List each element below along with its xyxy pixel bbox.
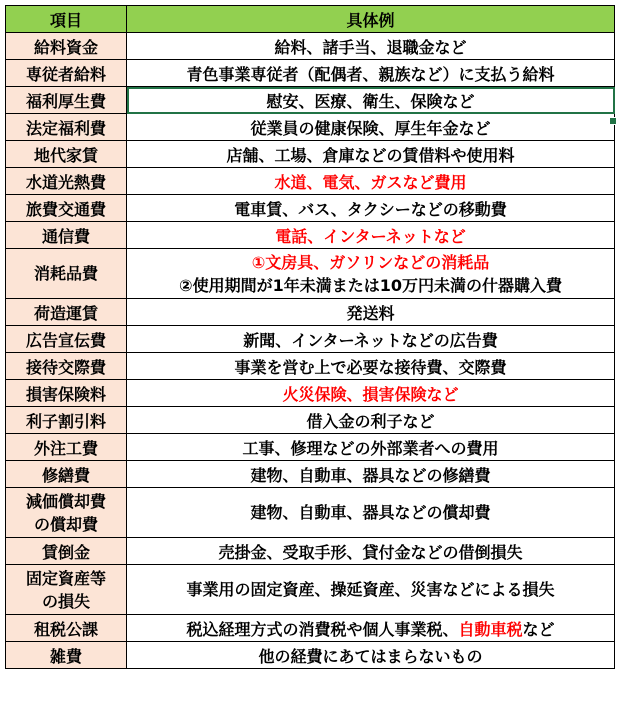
item-cell[interactable]: 荷造運賃 xyxy=(6,299,127,326)
detail-cell[interactable]: 新聞、インターネットなどの広告費 xyxy=(127,326,615,353)
item-cell[interactable]: 専従者給料 xyxy=(6,60,127,87)
table-row xyxy=(6,615,615,642)
table-row xyxy=(6,60,615,87)
item-line-2: の損失 xyxy=(41,591,90,611)
table-row xyxy=(6,353,615,380)
table-row xyxy=(6,380,615,407)
table-row xyxy=(6,407,615,434)
item-cell[interactable]: 給料資金 xyxy=(6,33,127,60)
detail-cell-highlight[interactable]: 水道、電気、ガスなど費用 xyxy=(127,168,615,195)
header-item[interactable]: 項目 xyxy=(6,6,127,33)
item-cell[interactable]: 利子割引料 xyxy=(6,407,127,434)
detail-line-1: ①文房具、ガソリンなどの消耗品 xyxy=(251,252,490,272)
item-cell[interactable]: 通信費 xyxy=(6,222,127,249)
detail-cell[interactable]: 借入金の利子など xyxy=(127,407,615,434)
detail-cell[interactable]: 工事、修理などの外部業者への費用 xyxy=(127,434,615,461)
item-cell[interactable]: 法定福利費 xyxy=(6,114,127,141)
detail-cell[interactable]: 従業員の健康保険、厚生年金など xyxy=(127,114,615,141)
table-row xyxy=(6,326,615,353)
item-cell[interactable]: 地代家賃 xyxy=(6,141,127,168)
detail-cell[interactable]: 建物、自動車、器具などの修繕費 xyxy=(127,461,615,488)
item-cell[interactable]: 損害保険料 xyxy=(6,380,127,407)
item-cell[interactable]: 修繕費 xyxy=(6,461,127,488)
table-row xyxy=(6,249,615,299)
detail-cell[interactable] xyxy=(127,249,615,299)
item-cell[interactable]: 外注工費 xyxy=(6,434,127,461)
detail-text: 税込経理方式の消費税や個人事業税、 xyxy=(186,619,459,639)
detail-cell[interactable]: 給料、諸手当、退職金など xyxy=(127,33,615,60)
table-row xyxy=(6,538,615,565)
table-row xyxy=(6,33,615,60)
table-row xyxy=(6,195,615,222)
item-cell[interactable]: 雑費 xyxy=(6,642,127,669)
detail-cell[interactable]: 建物、自動車、器具などの償却費 xyxy=(127,488,615,538)
table-row xyxy=(6,565,615,615)
detail-cell[interactable]: 他の経費にあてはまらないもの xyxy=(127,642,615,669)
detail-cell[interactable]: 売掛金、受取手形、貸付金などの借倒損失 xyxy=(127,538,615,565)
detail-cell-highlight[interactable]: 火災保険、損害保険など xyxy=(127,380,615,407)
item-cell[interactable]: 租税公課 xyxy=(6,615,127,642)
item-cell[interactable]: 福利厚生費 xyxy=(6,87,127,114)
detail-cell[interactable]: 電車賃、バス、タクシーなどの移動費 xyxy=(127,195,615,222)
table-row xyxy=(6,222,615,249)
table-row xyxy=(6,114,615,141)
item-cell[interactable]: 広告宣伝費 xyxy=(6,326,127,353)
table-row xyxy=(6,168,615,195)
table-row xyxy=(6,642,615,669)
detail-cell[interactable]: 事業を営む上で必要な接待費、交際費 xyxy=(127,353,615,380)
item-cell[interactable]: 旅費交通費 xyxy=(6,195,127,222)
item-cell[interactable]: 消耗品費 xyxy=(6,249,127,299)
detail-cell[interactable]: 発送料 xyxy=(127,299,615,326)
table-row xyxy=(6,461,615,488)
detail-text-highlight: 自動車税 xyxy=(458,619,523,639)
detail-cell[interactable] xyxy=(127,615,615,642)
item-line-1: 固定資産等 xyxy=(25,568,106,588)
detail-line-2: ②使用期間が1年未満または10万円未満の什器購入費 xyxy=(179,275,562,295)
detail-text: など xyxy=(522,619,555,639)
item-cell[interactable] xyxy=(6,565,127,615)
header-detail[interactable]: 具体例 xyxy=(127,6,615,33)
table-row xyxy=(6,488,615,538)
item-cell[interactable]: 水道光熱費 xyxy=(6,168,127,195)
detail-cell[interactable]: 青色事業専従者（配偶者、親族など）に支払う給料 xyxy=(127,60,615,87)
table-row-selected xyxy=(6,87,615,114)
item-cell[interactable]: 接待交際費 xyxy=(6,353,127,380)
item-cell[interactable] xyxy=(6,488,127,538)
header-row xyxy=(6,6,615,33)
item-line-1: 減価償却費 xyxy=(25,491,106,511)
item-cell[interactable]: 賃倒金 xyxy=(6,538,127,565)
table-row xyxy=(6,434,615,461)
fill-handle[interactable] xyxy=(609,117,617,125)
detail-cell-selected[interactable]: 慰安、医療、衛生、保険など xyxy=(127,87,615,114)
expense-table xyxy=(5,5,615,669)
detail-cell[interactable]: 事業用の固定資産、操延資産、災害などによる損失 xyxy=(127,565,615,615)
item-line-2: の償却費 xyxy=(33,514,98,534)
detail-cell[interactable]: 店舗、工場、倉庫などの賃借料や使用料 xyxy=(127,141,615,168)
table-row xyxy=(6,299,615,326)
table-row xyxy=(6,141,615,168)
detail-cell-highlight[interactable]: 電話、インターネットなど xyxy=(127,222,615,249)
